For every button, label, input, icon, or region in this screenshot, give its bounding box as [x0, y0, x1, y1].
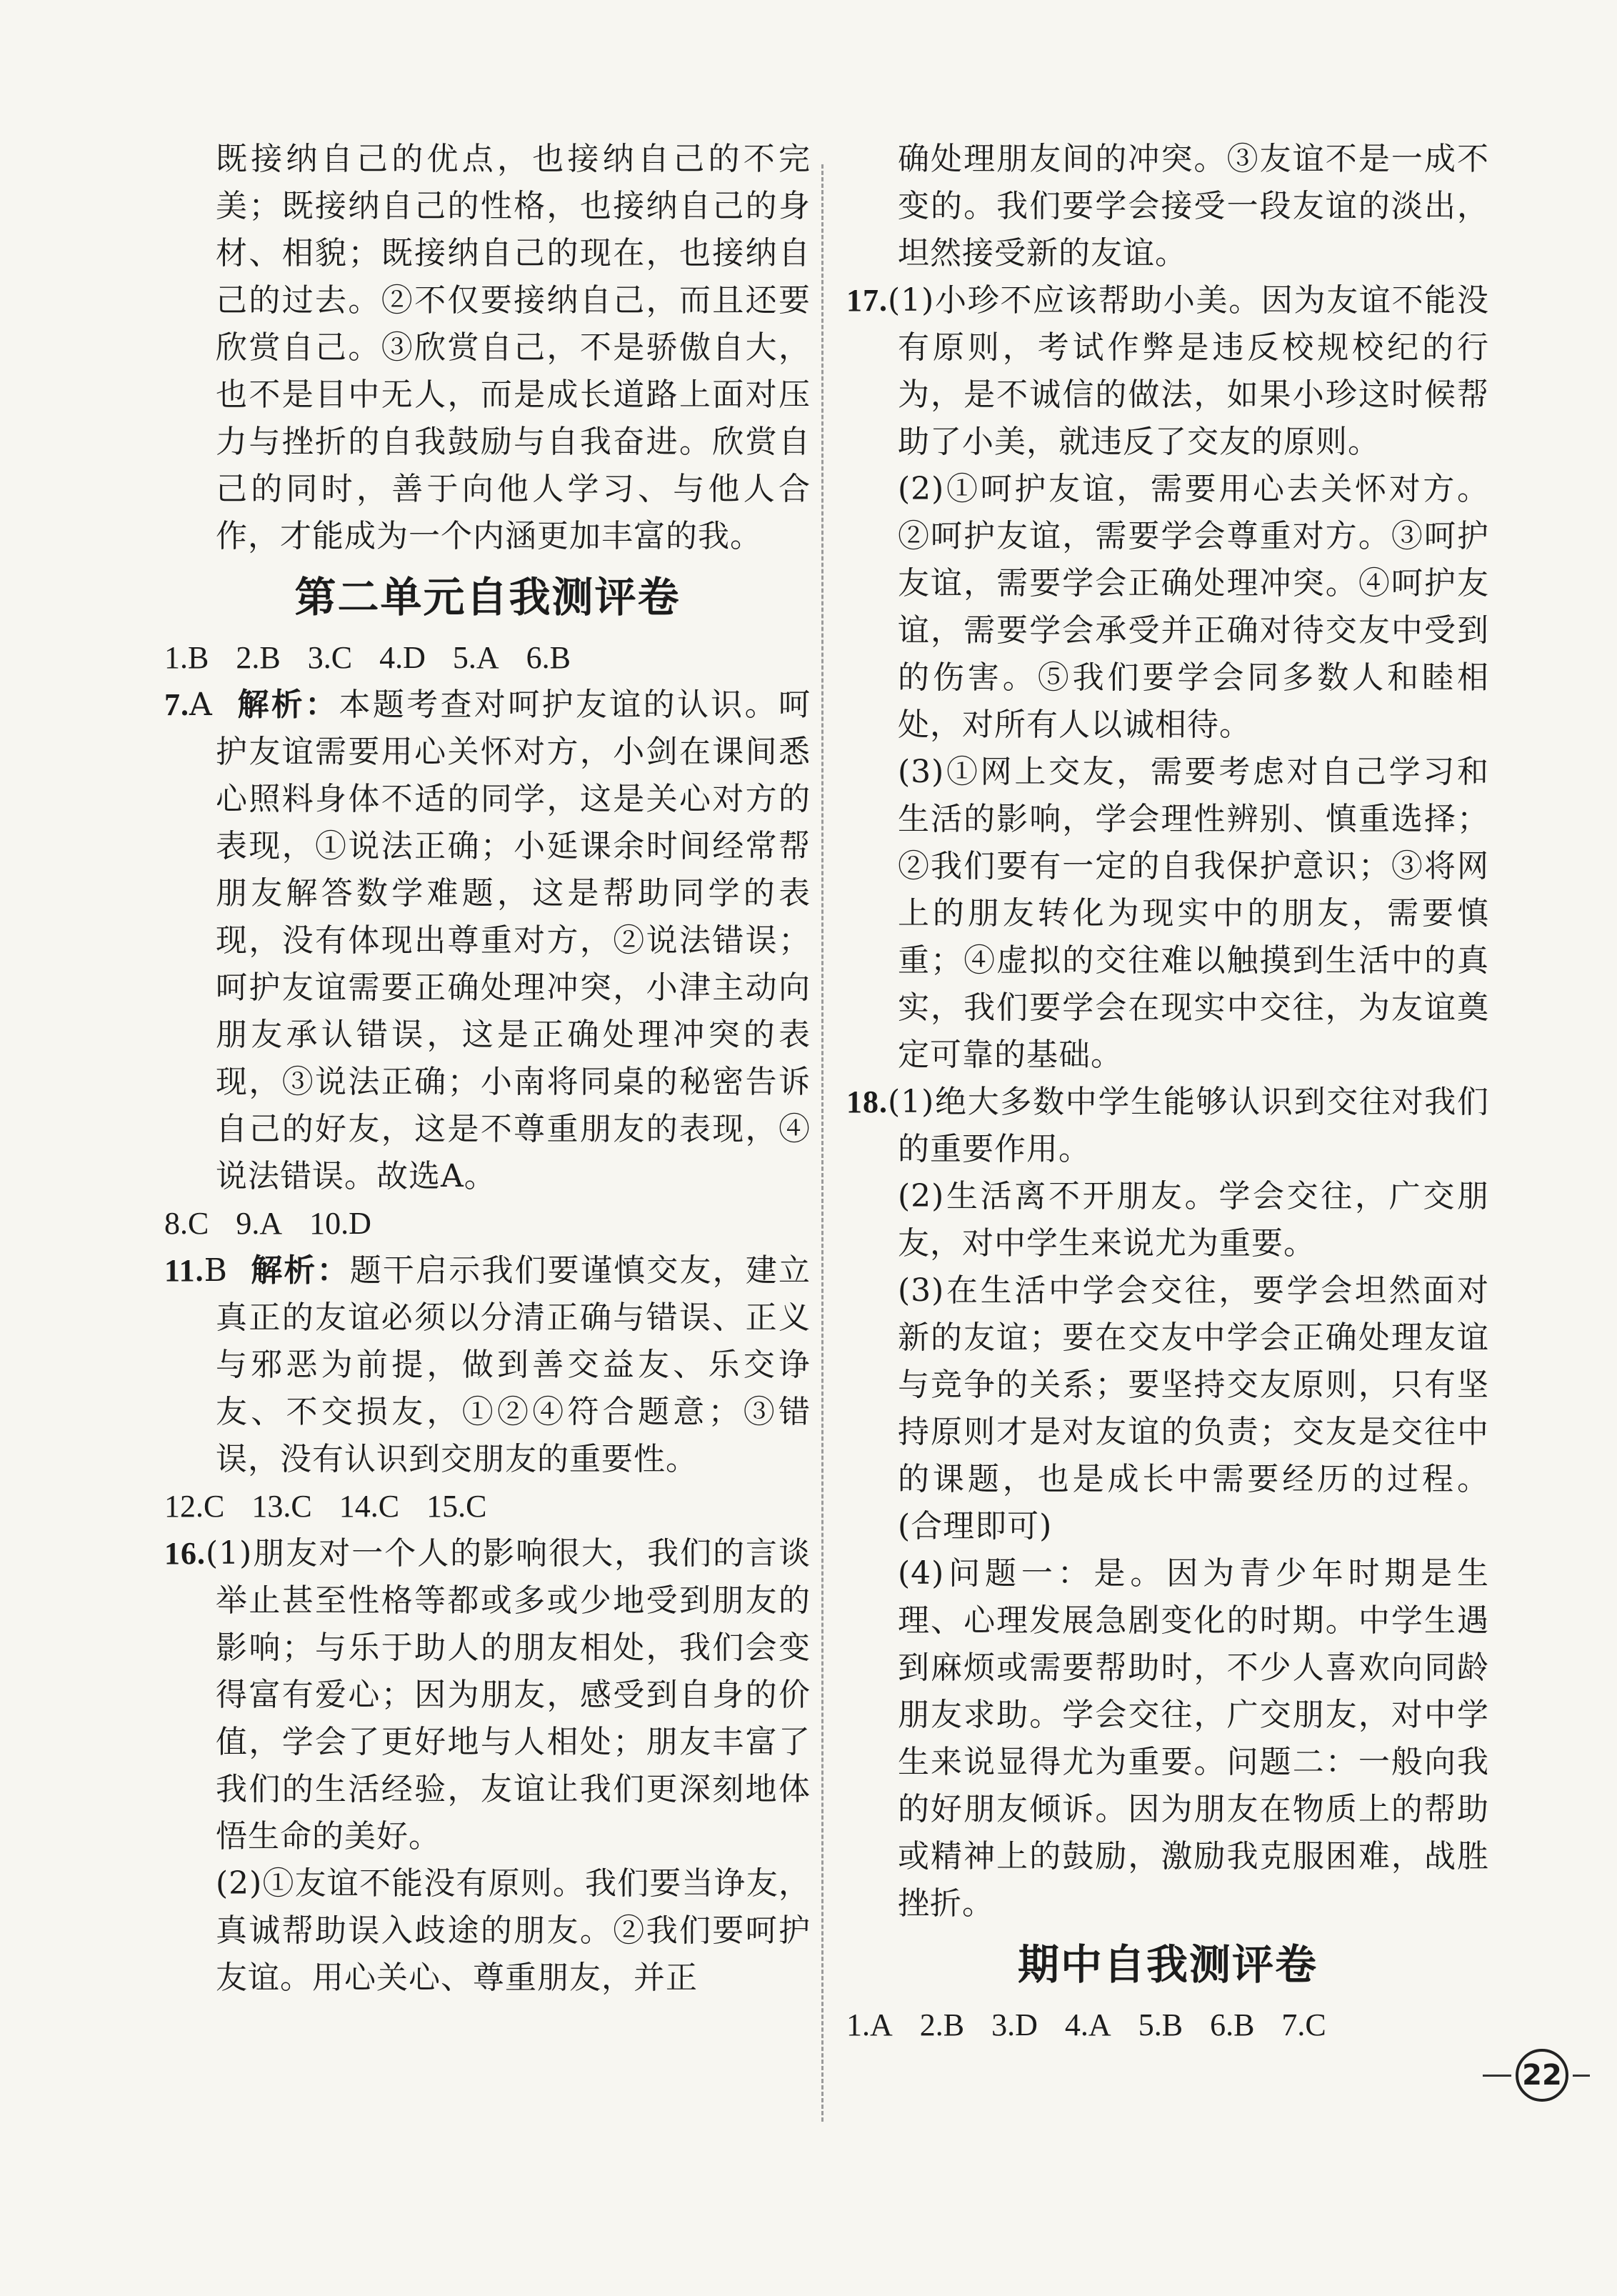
- question-16-part2: (2)①友谊不能没有原则。我们要当诤友，真诚帮助误入歧途的朋友。②我们要呵护友谊。用心关心、尊重朋友，并正: [216, 1865, 811, 1996]
- question-11-analysis: [164, 1247, 811, 1483]
- answer-item: 4.D: [379, 640, 426, 675]
- question-answer: A: [189, 687, 213, 723]
- answer-item: 3.D: [991, 2007, 1038, 2042]
- answer-item: 9.A: [236, 1206, 283, 1241]
- section-heading-midterm: 期中自我测评卷: [1017, 1940, 1318, 1989]
- question-number: 16.: [164, 1536, 206, 1571]
- answer-item: 1.B: [164, 640, 209, 675]
- answer-item: 2.B: [919, 2007, 965, 2042]
- answer-text: (1)小珍不应该帮助小美。因为友谊不能没有原则，考试作弊是违反校规校纪的行为，是不诚信的做法，如果小珍这时候帮助了小美，就违反了交友的原则。: [888, 282, 1489, 460]
- answer-item: 6.B: [526, 640, 571, 675]
- answer-item: 5.B: [1138, 2007, 1183, 2042]
- page-number-badge: 22: [1516, 2049, 1568, 2102]
- question-number: 17.: [846, 283, 888, 318]
- answer-item: 7.C: [1281, 2007, 1326, 2042]
- question-number: 7.: [164, 687, 189, 722]
- answer-row: [164, 1200, 811, 1247]
- question-18-part1: [846, 1079, 1489, 1173]
- answer-item: 6.B: [1210, 2007, 1255, 2042]
- answer-text: (1)朋友对一个人的影响很大，我们的言谈举止甚至性格等都或多或少地受到朋友的影响；与乐于助人的朋友相处，我们会变得富有爱心；因为朋友，感受到自身的价值，学会了更好地与人相处；朋友丰富了我们的生活经验，友谊让我们更深刻地体悟生命的美好。: [206, 1535, 811, 1855]
- question-number: 11.: [164, 1253, 204, 1288]
- right-column: [846, 136, 1489, 2049]
- answer-row: [846, 2002, 1489, 2049]
- page-number-rule: [1573, 2075, 1590, 2077]
- answer-item: 8.C: [164, 1206, 209, 1241]
- answer-item: 14.C: [339, 1489, 400, 1524]
- page-number: [1483, 2049, 1590, 2102]
- answer-item: 5.A: [452, 640, 499, 675]
- answer-row: [164, 1483, 811, 1530]
- answer-item: 4.A: [1064, 2007, 1111, 2042]
- question-16-part1: [164, 1530, 811, 1860]
- question-answer: B: [204, 1252, 228, 1289]
- answer-item: 15.C: [426, 1489, 487, 1524]
- answer-item: 10.D: [309, 1206, 371, 1241]
- column-divider: [821, 164, 823, 2122]
- question-18-part4: (4)问题一：是。因为青少年时期是生理、心理发展急剧变化的时期。中学生遇到麻烦或需要帮助时，不少人喜欢向同龄朋友求助。学会交往，广交朋友，对中学生来说显得尤为重要。问题二：一般向我的好朋友倾诉。因为朋友在物质上的帮助或精神上的鼓励，激励我克服困难，战胜挫折。: [898, 1555, 1489, 1922]
- analysis-label: 解析：: [237, 687, 339, 723]
- answer-row: [164, 634, 811, 682]
- question-7-analysis: [164, 682, 811, 1200]
- answer-item: 13.C: [251, 1489, 312, 1524]
- analysis-text: 题干启示我们要谨慎交友，建立真正的友谊必须以分清正确与错误、正义与邪恶为前提，做到善交益友、乐交诤友、不交损友，①②④符合题意；③错误，没有认识到交朋友的重要性。: [216, 1252, 811, 1477]
- answer-item: 3.C: [307, 640, 353, 675]
- question-number: 18.: [846, 1084, 888, 1119]
- answer-item: 1.A: [846, 2007, 893, 2042]
- answer-item: 12.C: [164, 1489, 225, 1524]
- answer-text: (1)绝大多数中学生能够认识到交往对我们的重要作用。: [888, 1084, 1489, 1167]
- continued-answer: 既接纳自己的优点，也接纳自己的不完美；既接纳自己的性格，也接纳自己的身材、相貌；既接纳自己的现在，也接纳自己的过去。②不仅要接纳自己，而且还要欣赏自己。③欣赏自己，不是骄傲自大，也不是目中无人，而是成长道路上面对压力与挫折的自我鼓励与自我奋进。欣赏自己的同时，善于向他人学习、与他人合作，才能成为一个内涵更加丰富的我。: [216, 141, 811, 554]
- question-18-part2: (2)生活离不开朋友。学会交往，广交朋友，对中学生来说尤为重要。: [898, 1178, 1489, 1262]
- continued-answer: 确处理朋友间的冲突。③友谊不是一成不变的。我们要学会接受一段友谊的淡出，坦然接受新的友谊。: [898, 141, 1489, 271]
- question-17-part3: (3)①网上交友，需要考虑对自己学习和生活的影响，学会理性辨别、慎重选择；②我们要有一定的自我保护意识；③将网上的朋友转化为现实中的朋友，需要慎重；④虚拟的交往难以触摸到生活中的真实，我们要学会在现实中交往，为友谊奠定可靠的基础。: [898, 754, 1489, 1073]
- question-17-part2: (2)①呵护友谊，需要用心去关怀对方。②呵护友谊，需要学会尊重对方。③呵护友谊，需要学会正确处理冲突。④呵护友谊，需要学会承受并正确对待交友中受到的伤害。⑤我们要学会同多数人和睦相处，对所有人以诚相待。: [898, 471, 1489, 743]
- left-column: [164, 136, 811, 2002]
- question-18-part3: (3)在生活中学会交往，要学会坦然面对新的友谊；要在交友中学会正确处理友谊与竞争的关系；要坚持交友原则，只有坚持原则才是对友谊的负责；交友是交往中的课题，也是成长中需要经历的过程。(合理即可): [898, 1272, 1489, 1544]
- question-17-part1: [846, 277, 1489, 466]
- page-number-rule: [1483, 2075, 1511, 2077]
- analysis-label: 解析：: [251, 1252, 350, 1289]
- section-heading-unit2: 第二单元自我测评卷: [294, 573, 681, 622]
- answer-item: 2.B: [236, 640, 281, 675]
- analysis-text: 本题考查对呵护友谊的认识。呵护友谊需要用心关怀对方，小剑在课间悉心照料身体不适的同学，这是关心对方的表现，①说法正确；小延课余时间经常帮朋友解答数学难题，这是帮助同学的表现，没有体现出尊重对方，②说法错误；呵护友谊需要正确处理冲突，小津主动向朋友承认错误，这是正确处理冲突的表现，③说法正确；小南将同桌的秘密告诉自己的好友，这是不尊重朋友的表现，④说法错误。故选A。: [216, 687, 811, 1194]
